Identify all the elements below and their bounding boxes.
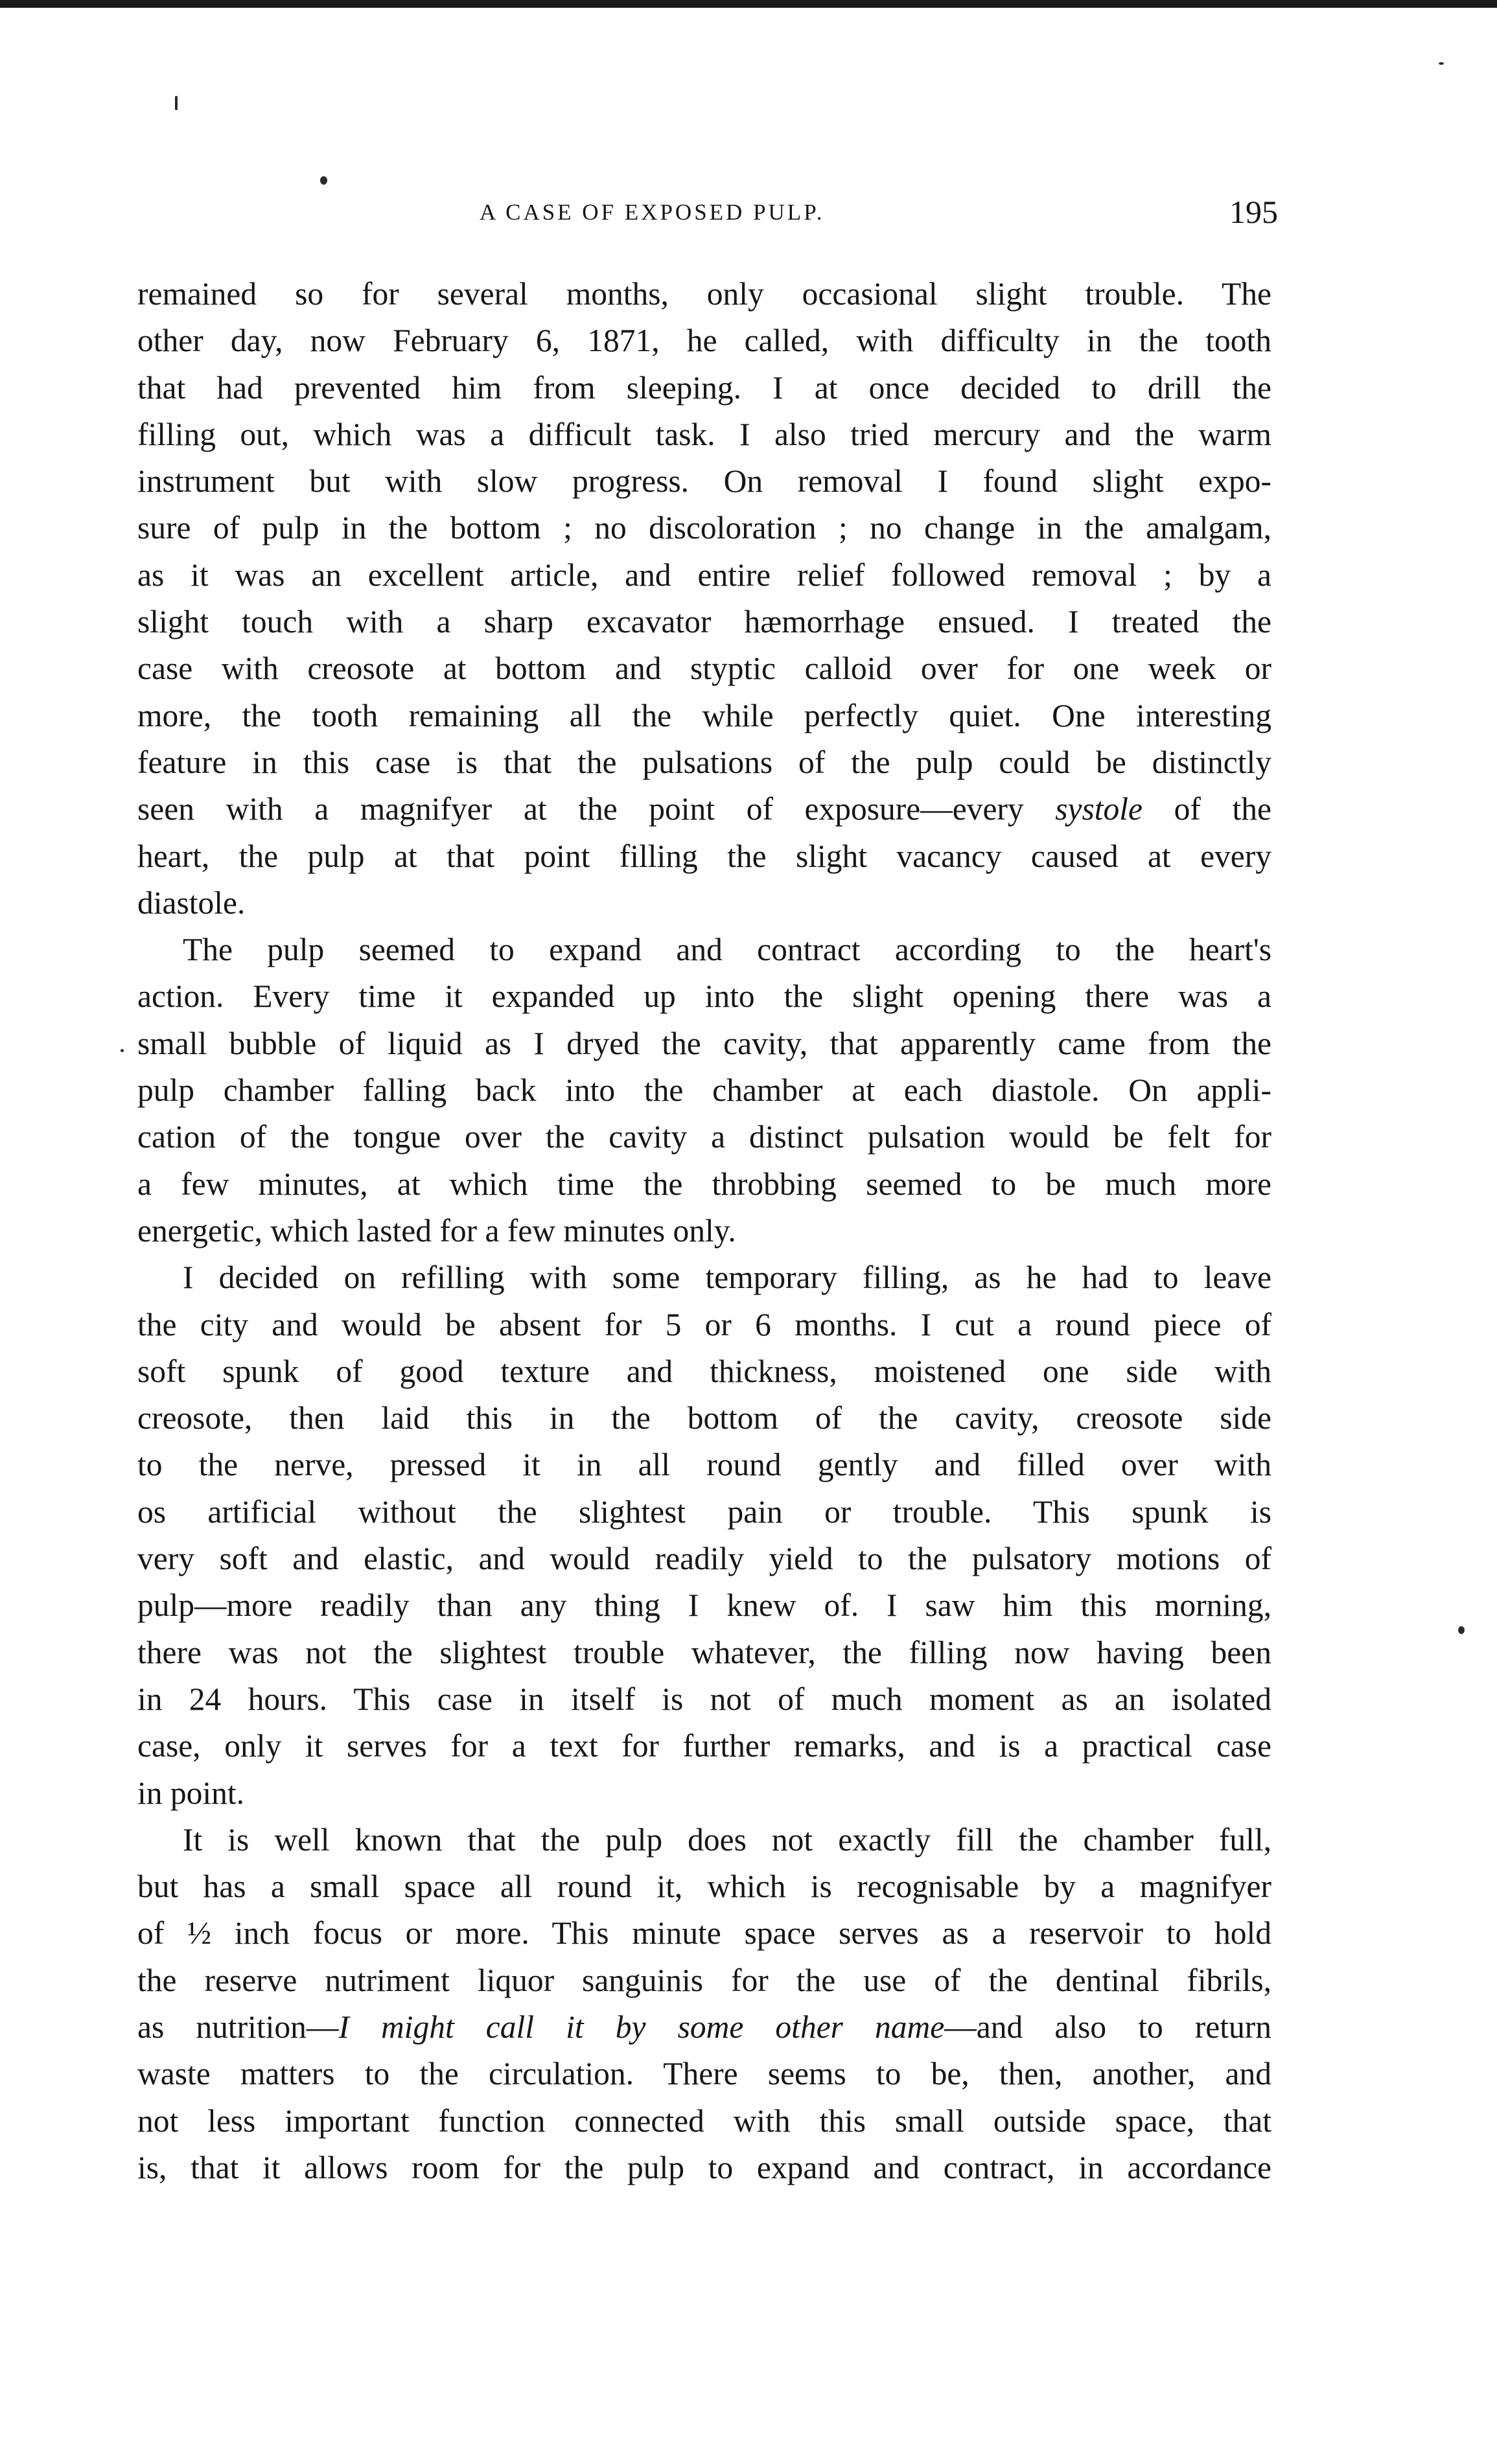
text-line: I decided on refilling with some temporary filling, as he had to leave (183, 1260, 1271, 1296)
print-speck (175, 96, 178, 110)
text-line: pulp chamber falling back into the chamber at each diastole. On appli- (137, 1072, 1271, 1109)
text-line: pulp—more readily than any thing I knew of. I saw him this morning, (137, 1587, 1271, 1624)
page-number: 195 (1229, 194, 1278, 230)
text-line: the reserve nutriment liquor sanguinis for the use of the dentinal fibrils, (137, 1962, 1271, 1998)
text-line: of ½ inch focus or more. This minute space serves as a reservoir to hold (137, 1915, 1271, 1952)
text-line: as it was an excellent article, and entire relief followed removal ; by a (137, 557, 1271, 593)
text-line: very soft and elastic, and would readily yield to the pulsatory motions of (137, 1541, 1271, 1577)
text-line: sure of pulp in the bottom ; no discoloration ; no change in the amalgam, (137, 510, 1271, 546)
top-scan-edge (0, 0, 1497, 8)
text-line: remained so for several months, only occasional slight trouble. The (137, 276, 1271, 312)
text-line: but has a small space all round it, which is recognisable by a magnifyer (137, 1869, 1271, 1905)
text-line: case, only it serves for a text for further remarks, and is a practical case (137, 1728, 1271, 1764)
text-line: instrument but with slow progress. On removal I found slight expo- (137, 463, 1271, 500)
text-line: feature in this case is that the pulsations of the pulp could be distinctly (137, 744, 1271, 780)
text-line: slight touch with a sharp excavator hæmorrhage ensued. I treated the (137, 604, 1271, 640)
body-text (137, 271, 1271, 2191)
text-line: filling out, which was a difficult task. I also tried mercury and the warm (137, 416, 1271, 452)
text-line: soft spunk of good texture and thickness, moistened one side with (137, 1353, 1271, 1389)
text-line: os artificial without the slightest pain or trouble. This spunk is (137, 1493, 1271, 1530)
text-line: seen with a magnifyer at the point of exposure—every systole of the (137, 791, 1271, 827)
text-line: energetic, which lasted for a few minutes only. (137, 1212, 736, 1249)
italic-phrase: I might call it by some other name (338, 2009, 945, 2045)
running-title: A CASE OF EXPOSED PULP. (480, 200, 825, 225)
running-header (136, 193, 1283, 245)
text-line: other day, now February 6, 1871, he called, with difficulty in the tooth (137, 323, 1271, 359)
text-line: It is well known that the pulp does not exactly fill the chamber full, (183, 1821, 1271, 1858)
text-line: action. Every time it expanded up into the slight opening there was a (137, 978, 1271, 1015)
italic-word: systole (1055, 791, 1143, 827)
text-line: that had prevented him from sleeping. I at once decided to drill the (137, 369, 1271, 406)
print-speck (1458, 1626, 1465, 1634)
text-line: a few minutes, at which time the throbbing seemed to be much more (137, 1166, 1271, 1202)
text-line: there was not the slightest trouble whatever, the filling now having been (137, 1634, 1271, 1670)
text-line: to the nerve, pressed it in all round gently and filled over with (137, 1447, 1271, 1483)
text-line: as nutrition—I might call it by some other name—and also to return (137, 2009, 1271, 2045)
text-line: not less important function connected with this small outside space, that (137, 2102, 1271, 2139)
text-line: is, that it allows room for the pulp to expand and contract, in accordance (137, 2149, 1271, 2185)
text-line: waste matters to the circulation. There seems to be, then, another, and (137, 2056, 1271, 2092)
text-line: the city and would be absent for 5 or 6 months. I cut a round piece of (137, 1306, 1271, 1342)
text-line: heart, the pulp at that point filling the slight vacancy caused at every (137, 838, 1271, 874)
text-line: creosote, then laid this in the bottom of the cavity, creosote side (137, 1400, 1271, 1436)
text-line: diastole. (137, 884, 246, 921)
print-speck (1439, 62, 1444, 65)
print-speck (320, 176, 327, 185)
text-line: in point. (137, 1775, 245, 1811)
text-line: small bubble of liquid as I dryed the cavity, that apparently came from the (137, 1025, 1271, 1061)
text-line: more, the tooth remaining all the while perfectly quiet. One interesting (137, 697, 1271, 733)
text-line: The pulp seemed to expand and contract according to the heart's (183, 932, 1271, 968)
text-line: in 24 hours. This case in itself is not of much moment as an isolated (137, 1681, 1271, 1717)
print-speck (121, 1049, 124, 1052)
text-line: cation of the tongue over the cavity a distinct pulsation would be felt for (137, 1119, 1271, 1155)
text-line: case with creosote at bottom and styptic calloid over for one week or (137, 651, 1271, 687)
